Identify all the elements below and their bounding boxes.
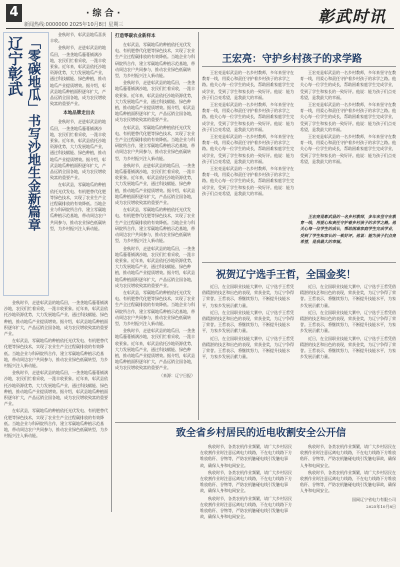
lead-body-2: 金秋时节，走进彰武县的地瓜田，一垄垄地瓜藤蔓铺满沙地，农民们忙着采收，一派丰收景象。近年来，彰武县依托沙地资源优势，大力发展地瓜产业，通过科技赋能、绿色种植，推动地瓜产业提质增效。据介绍，彰武县地瓜种植面积逐年扩大，产品远销全国各地，成为农民增收致富的重要产业。 — [50, 119, 106, 181]
lead-body-5: 在彰武县，零碳地瓜的种植依托光伏发电、有机肥替代化肥等绿色技术，实现了农业生产全过程碳排放的有效降低。当地企业与科研院所合作，建立零碳地瓜种植示范基地，带动周边农户共同参与，推动农业绿色低碳转型，为乡村振兴注入新动能。 — [4, 338, 108, 369]
column-divider-2 — [198, 32, 199, 420]
column-divider-1 — [111, 32, 112, 512]
middle-body-2: 金秋时节，走进彰武县的地瓜田，一垄垄地瓜藤蔓铺满沙地，农民们忙着采收，一派丰收景象。近年来，彰武县依托沙地资源优势，大力发展地瓜产业，通过科技赋能、绿色种植，推动地瓜产业提质增效。据介绍，彰武县地瓜种植面积逐年扩大，产品远销全国各地，成为农民增收致富的重要产业。 — [115, 80, 195, 123]
middle-column — [115, 32, 195, 512]
congrats-body-1: 近日，在全国职业技能大赛中，辽宁选手王哲凭借精湛的技艺和出色的表现，荣获金奖，为辽宁争得了荣誉。王哲表示，将继续努力，不断提升技能水平，为家乡发展贡献力量。 — [202, 284, 294, 308]
congrats-body-3: 近日，在全国职业技能大赛中，辽宁选手王哲凭借精湛的技艺和出色的表现，荣获金奖，为辽宁争得了荣誉。王哲表示，将继续努力，不断提升技能水平，为家乡发展贡献力量。 — [202, 335, 294, 360]
page-number: 4 — [6, 4, 22, 22]
lead-bottom-column — [4, 300, 108, 515]
open-letter-title: 致全省乡村居民的近电收割安全公开信 — [176, 428, 346, 439]
feature-body-4: 王宏亮是彰武县的一名乡村教师，多年来坚守在教育一线，用爱心和责任守护着乡村孩子的求学之路。他关心每一位学生的成长，帮助困难家庭学生完成学业，受到了学生和家长的一致好评。他说：能为孩子们点亮希望，是我最大的幸福。 — [202, 166, 294, 196]
feature-body-7: 王宏亮是彰武县的一名乡村教师，多年来坚守在教育一线，用爱心和责任守护着乡村孩子的求学之路。他关心每一位学生的成长，帮助困难家庭学生完成学业，受到了学生和家长的一致好评。他说：能为孩子们点亮希望，是我最大的幸福。 — [300, 134, 396, 164]
feature-body-6: 王宏亮是彰武县的一名乡村教师，多年来坚守在教育一线，用爱心和责任守护着乡村孩子的求学之路。他关心每一位学生的成长，帮助困难家庭学生完成学业，受到了学生和家长的一致好评。他说：能为孩子们点亮希望，是我最大的幸福。 — [300, 102, 396, 132]
lead-body-4: 金秋时节，走进彰武县的地瓜田，一垄垄地瓜藤蔓铺满沙地，农民们忙着采收，一派丰收景象。近年来，彰武县依托沙地资源优势，大力发展地瓜产业，通过科技赋能、绿色种植，推动地瓜产业提质增效。据介绍，彰武县地瓜种植面积逐年扩大，产品远销全国各地，成为农民增收致富的重要产业。 — [4, 300, 108, 337]
congrats-body-5: 近日，在全国职业技能大赛中，辽宁选手王哲凭借精湛的技艺和出色的表现，荣获金奖，为辽宁争得了荣誉。王哲表示，将继续努力，不断提升技能水平，为家乡发展贡献力量。 — [300, 309, 396, 334]
lead-intro-column — [50, 32, 108, 292]
lead-body-7: 在彰武县，零碳地瓜的种植依托光伏发电、有机肥替代化肥等绿色技术，实现了农业生产全过程碳排放的有效降低。当地企业与科研院所合作，建立零碳地瓜种植示范基地，带动周边农户共同参与，推动农业绿色低碳转型，为乡村振兴注入新动能。 — [4, 408, 108, 439]
open-letter-column-2 — [300, 444, 396, 556]
feature-quote-text: 王宏亮是彰武县的一名乡村教师，多年来坚守在教育一线，用爱心和责任守护着乡村孩子的求学之路。他关心每一位学生的成长，帮助困难家庭学生完成学业，受到了学生和家长的一致好评。他说：能为孩子们点亮希望，是我最大的幸福。 — [300, 214, 396, 244]
middle-subhead: 打造零碳农业新样本 — [115, 34, 156, 39]
open-letter-date: 2025年10月8日 — [366, 503, 396, 509]
feature-body-3: 王宏亮是彰武县的一名乡村教师，多年来坚守在教育一线，用爱心和责任守护着乡村孩子的求学之路。他关心每一位学生的成长，帮助困难家庭学生完成学业，受到了学生和家长的一致好评。他说：能为孩子们点亮希望，是我最大的幸福。 — [202, 134, 294, 164]
section-label: · 综 合 · — [86, 9, 121, 19]
header-rule — [6, 28, 394, 29]
middle-body-7: 在彰武县，零碳地瓜的种植依托光伏发电、有机肥替代化肥等绿色技术，实现了农业生产全过程碳排放的有效降低。当地企业与科研院所合作，建立零碳地瓜种植示范基地，带动周边农户共同参与，推动农业绿色低碳转型，为乡村振兴注入新动能。 — [115, 289, 195, 326]
lead-subhead-1: 本地品牌走出去 — [63, 111, 95, 117]
middle-body-5: 在彰武县，零碳地瓜的种植依托光伏发电、有机肥替代化肥等绿色技术，实现了农业生产全过程碳排放的有效降低。当地企业与科研院所合作，建立零碳地瓜种植示范基地，带动周边农户共同参与，推动农业绿色低碳转型，为乡村振兴注入新动能。 — [115, 207, 195, 244]
open-letter-body-4: 秋收时节，各类农机作业频繁，请广大乡村居民在收割作业时注意远离电力线路，不在电力线路下方堆放秸秆、谷物等，严防农机触碰电线引发触电事故，确保人身和电网安全。 — [300, 444, 396, 468]
congrats-column-2 — [300, 284, 396, 418]
open-letter-body-5: 秋收时节，各类农机作业频繁，请广大乡村居民在收割作业时注意远离电力线路，不在电力线路下方堆放秸秆、谷物等，严防农机触碰电线引发触电事故，确保人身和电网安全。 — [300, 469, 396, 494]
feature-rule — [202, 66, 396, 67]
lead-body-1: 金秋时节，走进彰武县的地瓜田，一垄垄地瓜藤蔓铺满沙地，农民们忙着采收，一派丰收景象。近年来，彰武县依托沙地资源优势，大力发展地瓜产业，通过科技赋能、绿色种植，推动地瓜产业提质增效。据介绍，彰武县地瓜种植面积逐年扩大，产品远销全国各地，成为农民增收致富的重要产业。 — [50, 45, 106, 107]
lead-body-3: 在彰武县，零碳地瓜的种植依托光伏发电、有机肥替代化肥等绿色技术，实现了农业生产全过程碳排放的有效降低。当地企业与科研院所合作，建立零碳地瓜种植示范基地，带动周边农户共同参与，推动农业绿色低碳转型，为乡村振兴注入新动能。 — [50, 182, 106, 231]
middle-body-1: 在彰武县，零碳地瓜的种植依托光伏发电、有机肥替代化肥等绿色技术，实现了农业生产全过程碳排放的有效降低。当地企业与科研院所合作，建立零碳地瓜种植示范基地，带动周边农户共同参与，推动农业绿色低碳转型，为乡村振兴注入新动能。 — [115, 42, 195, 79]
open-letter-body-2: 秋收时节，各类农机作业频繁，请广大乡村居民在收割作业时注意远离电力线路，不在电力线路下方堆放秸秆、谷物等，严防农机触碰电线引发触电事故，确保人身和电网安全。 — [200, 469, 292, 494]
feature-column-2 — [300, 70, 396, 210]
congrats-column-1 — [202, 284, 296, 418]
lead-title-part2: 「零碳地瓜」书写沙地生金新篇章 — [25, 36, 40, 231]
feature-title: 王宏亮：守护乡村孩子的求学路 — [222, 54, 362, 65]
middle-body-3: 在彰武县，零碳地瓜的种植依托光伏发电、有机肥替代化肥等绿色技术，实现了农业生产全过程碳排放的有效降低。当地企业与科研院所合作，建立零碳地瓜种植示范基地，带动周边农户共同参与，推动农业绿色低碳转型，为乡村振兴注入新动能。 — [115, 124, 195, 161]
open-letter-signature: 国网辽宁省电力有限公司 — [352, 496, 396, 502]
congrats-body-4: 近日，在全国职业技能大赛中，辽宁选手王哲凭借精湛的技艺和出色的表现，荣获金奖，为辽宁争得了荣誉。王哲表示，将继续努力，不断提升技能水平，为家乡发展贡献力量。 — [300, 284, 396, 308]
feature-quote — [300, 214, 396, 258]
feature-body-5: 王宏亮是彰武县的一名乡村教师，多年来坚守在教育一线，用爱心和责任守护着乡村孩子的求学之路。他关心每一位学生的成长，帮助困难家庭学生完成学业，受到了学生和家长的一致好评。他说：能为孩子们点亮希望，是我最大的幸福。 — [300, 70, 396, 100]
congrats-body-6: 近日，在全国职业技能大赛中，辽宁选手王哲凭借精湛的技艺和出色的表现，荣获金奖，为辽宁争得了荣誉。王哲表示，将继续努力，不断提升技能水平，为家乡发展贡献力量。 — [300, 335, 396, 360]
header-meta: 新闻热线:0000000 2025年10月8日 星期三 — [24, 22, 124, 28]
page-header — [0, 0, 400, 30]
middle-body-8: 金秋时节，走进彰武县的地瓜田，一垄垄地瓜藤蔓铺满沙地，农民们忙着采收，一派丰收景象。近年来，彰武县依托沙地资源优势，大力发展地瓜产业，通过科技赋能、绿色种植，推动地瓜产业提质增效。据介绍，彰武县地瓜种植面积逐年扩大，产品远销全国各地，成为农民增收致富的重要产业。 — [115, 328, 195, 371]
feature-body-2: 王宏亮是彰武县的一名乡村教师，多年来坚守在教育一线，用爱心和责任守护着乡村孩子的求学之路。他关心每一位学生的成长，帮助困难家庭学生完成学业，受到了学生和家长的一致好评。他说：能为孩子们点亮希望，是我最大的幸福。 — [202, 102, 294, 132]
newspaper-brand: 彰武时讯 — [317, 7, 386, 26]
middle-body-6: 金秋时节，走进彰武县的地瓜田，一垄垄地瓜藤蔓铺满沙地，农民们忙着采收，一派丰收景象。近年来，彰武县依托沙地资源优势，大力发展地瓜产业，通过科技赋能、绿色种植，推动地瓜产业提质增效。据介绍，彰武县地瓜种植面积逐年扩大，产品远销全国各地，成为农民增收致富的重要产业。 — [115, 245, 195, 288]
lead-title-part1: 辽宁彰武 — [6, 36, 24, 96]
bottom-rule — [115, 422, 396, 423]
congrats-title: 祝贺辽宁选手王哲，全国金奖！ — [216, 270, 356, 281]
congrats-body-2: 近日，在全国职业技能大赛中，辽宁选手王哲凭借精湛的技艺和出色的表现，荣获金奖，为辽宁争得了荣誉。王哲表示，将继续努力，不断提升技能水平，为家乡发展贡献力量。 — [202, 309, 294, 334]
middle-body-4: 金秋时节，走进彰武县的地瓜田，一垄垄地瓜藤蔓铺满沙地，农民们忙着采收，一派丰收景象。近年来，彰武县依托沙地资源优势，大力发展地瓜产业，通过科技赋能、绿色种植，推动地瓜产业提质增效。据介绍，彰武县地瓜种植面积逐年扩大，产品远销全国各地，成为农民增收致富的重要产业。 — [115, 162, 195, 206]
lead-body-6: 金秋时节，走进彰武县的地瓜田，一垄垄地瓜藤蔓铺满沙地，农民们忙着采收，一派丰收景象。近年来，彰武县依托沙地资源优势，大力发展地瓜产业，通过科技赋能、绿色种植，推动地瓜产业提质增效。据介绍，彰武县地瓜种植面积逐年扩大，产品远销全国各地，成为农民增收致富的重要产业。 — [4, 370, 108, 407]
lead-intro: 金秋时节，彰武县地瓜喜获丰收。 — [50, 32, 106, 44]
congrats-rule — [202, 262, 396, 263]
feature-body-1: 王宏亮是彰武县的一名乡村教师，多年来坚守在教育一线，用爱心和责任守护着乡村孩子的求学之路。他关心每一位学生的成长，帮助困难家庭学生完成学业，受到了学生和家长的一致好评。他说：能为孩子们点亮希望，是我最大的幸福。 — [202, 70, 294, 100]
open-letter-column-1 — [200, 444, 294, 556]
open-letter-body-1: 秋收时节，各类农机作业频繁，请广大乡村居民在收割作业时注意远离电力线路，不在电力线路下方堆放秸秆、谷物等，严防农机触碰电线引发触电事故，确保人身和电网安全。 — [200, 444, 292, 468]
middle-source-note: （来源：辽宁日报） — [159, 372, 195, 378]
feature-column-1 — [202, 70, 296, 256]
open-letter-body-3: 秋收时节，各类农机作业频繁，请广大乡村居民在收割作业时注意远离电力线路，不在电力线路下方堆放秸秆、谷物等，严防农机触碰电线引发触电事故，确保人身和电网安全。 — [200, 495, 292, 520]
